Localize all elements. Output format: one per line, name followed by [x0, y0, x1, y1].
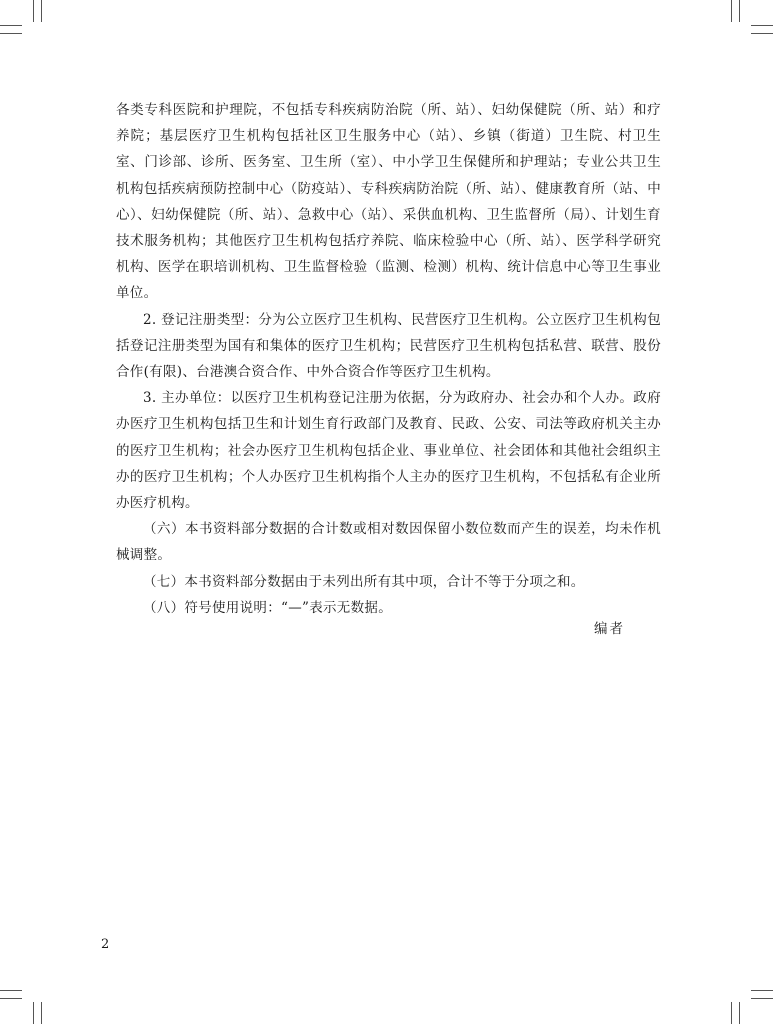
crop-mark [731, 1002, 732, 1024]
subtotal-note-paragraph: （七）本书资料部分数据由于未列出所有其中项，合计不等于分项之和。 [143, 573, 585, 590]
rounding-note-paragraph: （六）本书资料部分数据的合计数或相对数因保留小数位数而产生的误差，均未作机械调整。 [116, 521, 661, 564]
crop-mark [33, 1002, 34, 1024]
crop-mark [0, 33, 22, 34]
page-number: 2 [101, 937, 110, 952]
crop-mark [0, 990, 22, 991]
crop-mark [739, 0, 740, 22]
symbol-note-paragraph: （八）符号使用说明：“—”表示无数据。 [143, 599, 393, 616]
crop-mark [739, 1002, 740, 1024]
crop-mark [731, 0, 732, 22]
crop-mark [33, 0, 34, 22]
crop-mark [751, 998, 773, 999]
editor-signature: 编者 [594, 621, 625, 637]
crop-mark [41, 1002, 42, 1024]
page-body [116, 97, 661, 621]
sponsor-unit-paragraph: 3. 主办单位：以医疗卫生机构登记注册为依据，分为政府办、社会办和个人办。政府办医疗卫生机构包括卫生和计划生育行政部门及教育、民政、公安、司法等政府机关主办的医疗卫生机构；社会办医疗卫生机构包括企业、事业单位、社会团体和其他社会组织主办的医疗卫生机构；个人办医疗卫生机构指个人主办的医疗卫生机构，不包括私有企业所办医疗机构。 [116, 390, 661, 512]
crop-mark [751, 33, 773, 34]
crop-mark [0, 998, 22, 999]
crop-mark [751, 25, 773, 26]
crop-mark [0, 25, 22, 26]
crop-mark [751, 990, 773, 991]
continued-paragraph: 各类专科医院和护理院，不包括专科疾病防治院（所、站）、妇幼保健院（所、站）和疗养院；基层医疗卫生机构包括社区卫生服务中心（站）、乡镇（街道）卫生院、村卫生室、门诊部、诊所、医务室、卫生所（室）、中小学卫生保健所和护理站；专业公共卫生机构包括疾病预防控制中心（防疫站）、专科疾病防治院（所、站）、健康教育所（站、中心）、妇幼保健院（所、站）、急救中心（站）、采供血机构、卫生监督所（局）、计划生育技术服务机构；其他医疗卫生机构包括疗养院、临床检验中心（所、站）、医学科学研究机构、医学在职培训机构、卫生监督检验（监测、检测）机构、统计信息中心等卫生事业单位。 [116, 102, 661, 302]
registration-type-paragraph: 2. 登记注册类型：分为公立医疗卫生机构、民营医疗卫生机构。公立医疗卫生机构包括登记注册类型为国有和集体的医疗卫生机构；民营医疗卫生机构包括私营、联营、股份合作(有限)、台港澳合资合作、中外合资合作等医疗卫生机构。 [116, 311, 661, 381]
crop-mark [41, 0, 42, 22]
